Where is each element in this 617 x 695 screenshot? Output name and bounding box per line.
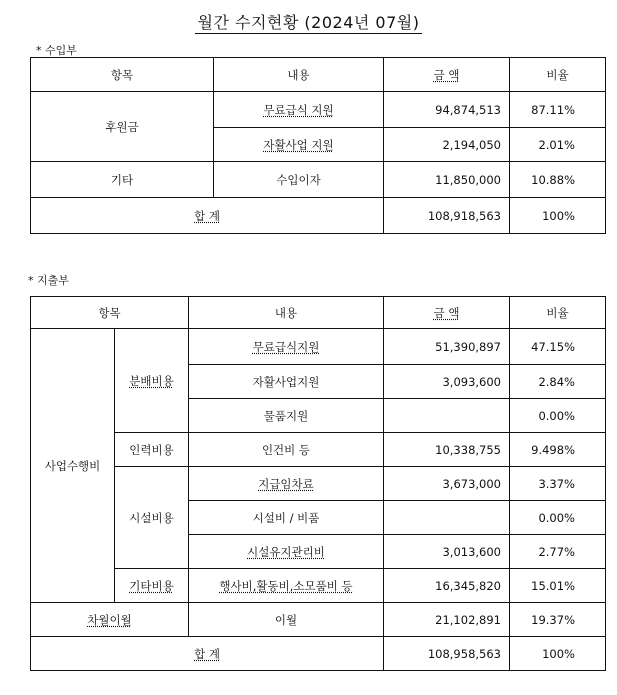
expense-carryover-item: 차월이월 — [31, 603, 189, 637]
expense-table — [30, 296, 606, 671]
income-total-amount: 108,918,563 — [384, 198, 510, 234]
table-row — [31, 329, 606, 365]
row-ratio: 3.37% — [510, 467, 606, 501]
row-amount: 3,013,600 — [384, 535, 510, 569]
row-content: 무료급식 지원 — [214, 92, 384, 128]
header-content: 내용 — [189, 297, 384, 329]
expense-group-project: 사업수행비 — [31, 329, 115, 603]
income-other-item: 기타 — [31, 162, 214, 198]
income-total-ratio: 100% — [510, 198, 606, 234]
row-amount: 2,194,050 — [384, 128, 510, 162]
header-item: 항목 — [31, 297, 189, 329]
header-amount: 금 액 — [384, 297, 510, 329]
row-ratio: 87.11% — [510, 92, 606, 128]
row-content: 시설유지관리비 — [189, 535, 384, 569]
page-title — [0, 10, 617, 33]
income-total-label: 합 계 — [31, 198, 384, 234]
expense-sub-facility: 시설비용 — [115, 467, 189, 569]
row-ratio: 47.15% — [510, 329, 606, 365]
header-ratio: 비율 — [510, 58, 606, 92]
row-ratio: 0.00% — [510, 399, 606, 433]
table-row — [31, 433, 606, 467]
table-row — [31, 569, 606, 603]
table-row — [31, 162, 606, 198]
row-content: 물품지원 — [189, 399, 384, 433]
row-ratio: 9.498% — [510, 433, 606, 467]
table-row — [31, 603, 606, 637]
income-header-row — [31, 58, 606, 92]
row-content: 이월 — [189, 603, 384, 637]
table-row — [31, 92, 606, 128]
income-group-support: 후원금 — [31, 92, 214, 162]
row-amount: 3,093,600 — [384, 365, 510, 399]
row-ratio: 2.84% — [510, 365, 606, 399]
expense-total-ratio: 100% — [510, 637, 606, 671]
row-content: 자활사업지원 — [189, 365, 384, 399]
income-total-row — [31, 198, 606, 234]
header-item: 항목 — [31, 58, 214, 92]
row-ratio: 19.37% — [510, 603, 606, 637]
row-amount: 3,673,000 — [384, 467, 510, 501]
expense-total-amount: 108,958,563 — [384, 637, 510, 671]
expense-sub-distribution: 분배비용 — [115, 329, 189, 433]
expense-header-row — [31, 297, 606, 329]
row-amount: 94,874,513 — [384, 92, 510, 128]
row-amount — [384, 399, 510, 433]
row-ratio: 2.77% — [510, 535, 606, 569]
row-content: 자활사업 지원 — [214, 128, 384, 162]
row-ratio: 15.01% — [510, 569, 606, 603]
expense-total-label: 합 계 — [31, 637, 384, 671]
expense-section-label: * 지출부 — [28, 274, 69, 287]
header-amount: 금 액 — [384, 58, 510, 92]
expense-sub-personnel: 인력비용 — [115, 433, 189, 467]
row-amount: 10,338,755 — [384, 433, 510, 467]
row-content: 행사비,활동비,소모품비 등 — [189, 569, 384, 603]
income-section-label: * 수입부 — [36, 44, 77, 57]
row-amount: 16,345,820 — [384, 569, 510, 603]
header-ratio: 비율 — [510, 297, 606, 329]
row-amount: 11,850,000 — [384, 162, 510, 198]
row-content: 시설비 / 비품 — [189, 501, 384, 535]
row-ratio: 10.88% — [510, 162, 606, 198]
row-content: 지급임차료 — [189, 467, 384, 501]
expense-total-row — [31, 637, 606, 671]
row-amount: 51,390,897 — [384, 329, 510, 365]
row-ratio: 2.01% — [510, 128, 606, 162]
income-table — [30, 57, 606, 234]
row-ratio: 0.00% — [510, 501, 606, 535]
page-title-text: 월간 수지현황 (2024년 07월) — [195, 13, 423, 34]
row-amount — [384, 501, 510, 535]
row-content: 인건비 등 — [189, 433, 384, 467]
table-row — [31, 467, 606, 501]
expense-sub-other: 기타비용 — [115, 569, 189, 603]
row-content: 수입이자 — [214, 162, 384, 198]
row-amount: 21,102,891 — [384, 603, 510, 637]
header-content: 내용 — [214, 58, 384, 92]
row-content: 무료급식지원 — [189, 329, 384, 365]
